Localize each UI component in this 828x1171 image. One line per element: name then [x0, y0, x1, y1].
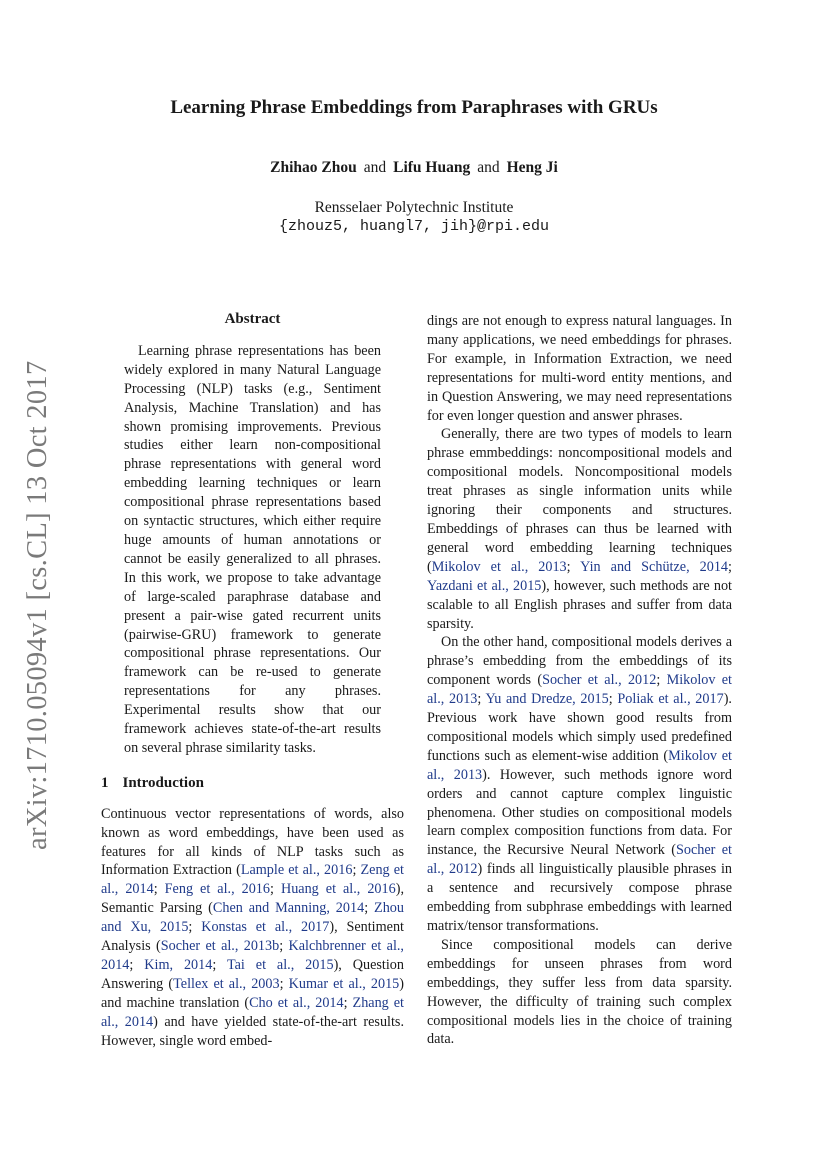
- section-number: 1: [101, 774, 109, 791]
- citation-link[interactable]: Cho et al., 2014: [249, 994, 344, 1011]
- paragraph-text: ;: [343, 994, 353, 1011]
- citation-link[interactable]: Tai et al., 2015: [226, 957, 334, 973]
- citation-link[interactable]: Kalchbrenner et al., 2014: [101, 938, 404, 973]
- paragraph-text: Continuous vector representations of words, also known as word embeddings, have been used as features for all kinds of NLP tasks such as Information Extraction (: [101, 805, 404, 879]
- paragraph-text: Generally, there are two types of models to learn phrase emmbeddings: noncompositional models and compositional models. Noncompositional models treat phrases as single information units while ignoring their components and structures. Embeddings of phrases can thus be learned with general word embedding learning techniques (: [427, 426, 732, 575]
- paragraph-text: ), Question Answering (: [101, 957, 404, 992]
- paragraph-text: ). Previous work have shown good results from compositional models which simply used predefined functions such as element-wise addition (: [427, 691, 732, 764]
- citation-link[interactable]: Kumar et al., 2015: [288, 975, 400, 992]
- citation-link[interactable]: Konstas et al., 2017: [201, 919, 330, 936]
- paragraph-text: ) and have yielded state-of-the-art results. However, single word embed-: [101, 1013, 404, 1049]
- paragraph-text: ;: [608, 691, 618, 708]
- paragraph-text: ;: [728, 558, 732, 575]
- paragraph-text: ) and machine translation (: [101, 975, 405, 1011]
- paragraph-text: On the other hand, compositional models derives a phrase’s embedding from the embeddings of its component words (: [427, 634, 732, 689]
- intro-paragraph-compositional: [427, 633, 732, 936]
- intro-paragraph: [101, 805, 404, 1051]
- paragraph-text: ), however, such methods are not scalable to all English phrases and suffer from data sparsity.: [427, 577, 732, 632]
- intro-paragraph-training-data: Since compositional models can derive embeddings for unseen phrases from word embeddings, they suffer less from data sparsity. However, the difficulty of training such complex compositional models lies in the choice of training data.: [427, 936, 732, 1048]
- paragraph-text: ). However, such methods ignore word orders and cannot capture complex linguistic phenomena. Other studies on compositional models learn complex composition functions from data. For instance, the Recursive Neural Network (: [427, 766, 732, 859]
- citation-link[interactable]: Yin and Schütze, 2014: [580, 558, 729, 575]
- citation-link[interactable]: Chen and Manning, 2014: [212, 900, 365, 917]
- paragraph-text: ), Sentiment Analysis (: [101, 919, 404, 955]
- right-column: [427, 312, 732, 1049]
- citation-link[interactable]: Poliak et al., 2017: [617, 691, 724, 708]
- citation-link[interactable]: Mikolov et al., 2013: [427, 747, 732, 783]
- abstract-heading: Abstract: [224, 311, 281, 327]
- citation-link[interactable]: Socher et al., 2012: [427, 842, 733, 878]
- citation-link[interactable]: Zhou and Xu, 2015: [101, 900, 404, 936]
- left-column: [101, 310, 404, 1051]
- intro-paragraph-model-types: [427, 425, 732, 633]
- paragraph-text: ;: [477, 691, 486, 708]
- paragraph-text: ;: [188, 919, 202, 936]
- author-list: [0, 159, 828, 177]
- paragraph-text: ;: [566, 558, 581, 575]
- intro-paragraph-continued: dings are not enough to express natural languages. In many applications, we need embeddings for phrases. For example, in Information Extraction, we need representations for multi-word entity mentions, and in Question Answering, we may need representations for even longer question and answer phrases.: [427, 313, 732, 424]
- citation-link[interactable]: Socher et al., 2013b: [160, 938, 280, 955]
- paragraph-text: ), Semantic Parsing (: [101, 881, 404, 917]
- paragraph-text: ;: [212, 957, 227, 973]
- citation-link[interactable]: Huang et al., 2016: [280, 881, 396, 898]
- section-title: Introduction: [122, 774, 204, 791]
- citation-link[interactable]: Lample et al., 2016: [240, 862, 353, 879]
- affiliation: Rensselaer Polytechnic Institute: [314, 199, 514, 216]
- author-2: Lifu Huang: [393, 159, 471, 176]
- paragraph-text: ;: [153, 881, 165, 898]
- citation-link[interactable]: Socher et al., 2012: [542, 672, 657, 689]
- paragraph-text: ) finds all linguistically plausible phrases in a sentence and recursively compose phrase embedding from subphrase embeddings with learned matrix/tensor transformations.: [427, 861, 732, 934]
- paragraph-text: ;: [364, 900, 375, 917]
- citation-link[interactable]: Yazdani et al., 2015: [427, 577, 542, 594]
- author-separator: and: [363, 159, 387, 176]
- abstract-text: Learning phrase representations has been widely explored in many Natural Language Processing (NLP) tasks (e.g., Sentiment Analysis, Machine Translation) and has shown promising improvements. Previous studies either learn non-compositional phrase representations with general word embedding learning techniques or learn compositional phrase representations based on syntactic structures, which either require huge amounts of human annotations or cannot be easily generalized to all phrases. In this work, we propose to take advantage of large-scaled paraphrase database and present a pair-wise gated recurrent units (pairwise-GRU) framework to generate compositional phrase representations. Our framework can be re-used to generate representations for any phrases. Experimental results show that our framework achieves state-of-the-art results on several phrase similarity tasks.: [124, 342, 381, 756]
- paragraph-text: ;: [129, 957, 145, 973]
- citation-link[interactable]: Mikolov et al., 2013: [427, 672, 732, 708]
- citation-link[interactable]: Mikolov et al., 2013: [431, 558, 567, 575]
- citation-link[interactable]: Yu and Dredze, 2015: [485, 691, 609, 708]
- paragraph-text: ;: [352, 862, 361, 879]
- author-emails: {zhouz5, huangl7, jih}@rpi.edu: [278, 218, 550, 235]
- citation-link[interactable]: Zeng et al., 2014: [101, 862, 405, 898]
- paragraph-text: ;: [279, 975, 289, 992]
- author-3: Heng Ji: [506, 159, 558, 176]
- paper-title: Learning Phrase Embeddings from Paraphrases with GRUs: [170, 97, 658, 118]
- arxiv-identifier-stamp: arXiv:1710.05094v1 [cs.CL] 13 Oct 2017: [22, 360, 53, 850]
- author-1: Zhihao Zhou: [270, 159, 357, 176]
- citation-link[interactable]: Kim, 2014: [144, 957, 213, 973]
- author-separator: and: [477, 159, 500, 176]
- citation-link[interactable]: Zhang et al., 2014: [101, 994, 404, 1030]
- paragraph-text: ;: [656, 672, 667, 689]
- paragraph-text: ;: [279, 938, 289, 955]
- paragraph-text: ;: [270, 881, 281, 898]
- citation-link[interactable]: Feng et al., 2016: [164, 881, 270, 898]
- section-heading-introduction: [101, 774, 404, 793]
- citation-link[interactable]: Tellex et al., 2003: [173, 975, 280, 992]
